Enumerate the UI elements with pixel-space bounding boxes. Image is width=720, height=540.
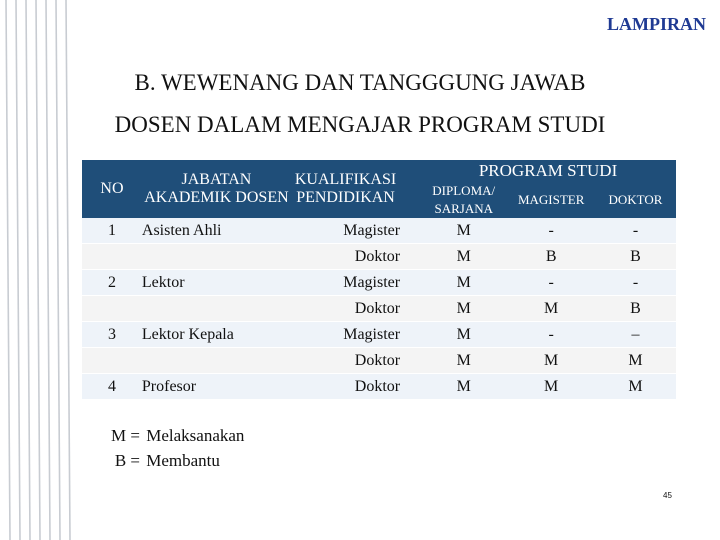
cell-no xyxy=(82,296,142,322)
cell-diploma: M xyxy=(420,218,507,244)
header-kualifikasi: KUALIFIKASI PENDIDIKAN xyxy=(291,160,420,218)
cell-no: 3 xyxy=(82,322,142,348)
cell-jabatan: Asisten Ahli xyxy=(142,218,291,244)
lampiran-label: LAMPIRAN xyxy=(607,14,706,34)
cell-jabatan xyxy=(142,296,291,322)
cell-no xyxy=(82,348,142,374)
cell-doktor: B xyxy=(595,296,676,322)
authority-table xyxy=(82,160,676,400)
legend-key: B = xyxy=(114,451,140,470)
cell-jabatan: Lektor xyxy=(142,270,291,296)
cell-jabatan: Profesor xyxy=(142,374,291,400)
cell-magister: - xyxy=(507,270,595,296)
cell-doktor: M xyxy=(595,374,676,400)
header-magister: MAGISTER xyxy=(507,182,595,218)
cell-diploma: M xyxy=(420,322,507,348)
cell-magister: - xyxy=(507,322,595,348)
table-row xyxy=(82,348,676,374)
cell-kualifikasi: Magister xyxy=(291,270,420,296)
cell-kualifikasi: Doktor xyxy=(291,374,420,400)
cell-kualifikasi: Doktor xyxy=(291,244,420,270)
cell-doktor: - xyxy=(595,218,676,244)
table-row xyxy=(82,270,676,296)
cell-magister: B xyxy=(507,244,595,270)
legend-item xyxy=(100,426,244,446)
table-row xyxy=(82,218,676,244)
cell-jabatan: Lektor Kepala xyxy=(142,322,291,348)
cell-diploma: M xyxy=(420,270,507,296)
cell-diploma: M xyxy=(420,244,507,270)
table-row xyxy=(82,322,676,348)
cell-jabatan xyxy=(142,348,291,374)
cell-no: 1 xyxy=(82,218,142,244)
page-title-line-1: B. WEWENANG DAN TANGGGUNG JAWAB xyxy=(134,70,586,95)
legend-item xyxy=(100,451,220,471)
cell-kualifikasi: Doktor xyxy=(291,296,420,322)
cell-kualifikasi: Doktor xyxy=(291,348,420,374)
legend-key: M = xyxy=(111,426,140,445)
table-row xyxy=(82,296,676,322)
cell-magister: M xyxy=(507,348,595,374)
legend-value: Membantu xyxy=(146,451,220,470)
cell-no: 2 xyxy=(82,270,142,296)
header-doktor: DOKTOR xyxy=(595,182,676,218)
cell-no xyxy=(82,244,142,270)
header-diploma-sarjana: DIPLOMA/ SARJANA xyxy=(420,182,507,218)
table-row xyxy=(82,374,676,400)
cell-doktor: M xyxy=(595,348,676,374)
page-number: 45 xyxy=(663,491,672,500)
page-title-line-2: DOSEN DALAM MENGAJAR PROGRAM STUDI xyxy=(114,112,606,137)
cell-diploma: M xyxy=(420,296,507,322)
table-row xyxy=(82,244,676,270)
header-no: NO xyxy=(82,160,142,218)
legend-value: Melaksanakan xyxy=(146,426,245,445)
cell-kualifikasi: Magister xyxy=(291,322,420,348)
cell-doktor: - xyxy=(595,270,676,296)
cell-magister: - xyxy=(507,218,595,244)
header-program-studi: PROGRAM STUDI xyxy=(420,160,676,182)
cell-kualifikasi: Magister xyxy=(291,218,420,244)
cell-no: 4 xyxy=(82,374,142,400)
cell-jabatan xyxy=(142,244,291,270)
cell-magister: M xyxy=(507,296,595,322)
cell-magister: M xyxy=(507,374,595,400)
header-jabatan: JABATAN AKADEMIK DOSEN xyxy=(142,160,291,218)
cell-diploma: M xyxy=(420,348,507,374)
cell-diploma: M xyxy=(420,374,507,400)
cell-doktor: B xyxy=(595,244,676,270)
cell-doktor: – xyxy=(595,322,676,348)
